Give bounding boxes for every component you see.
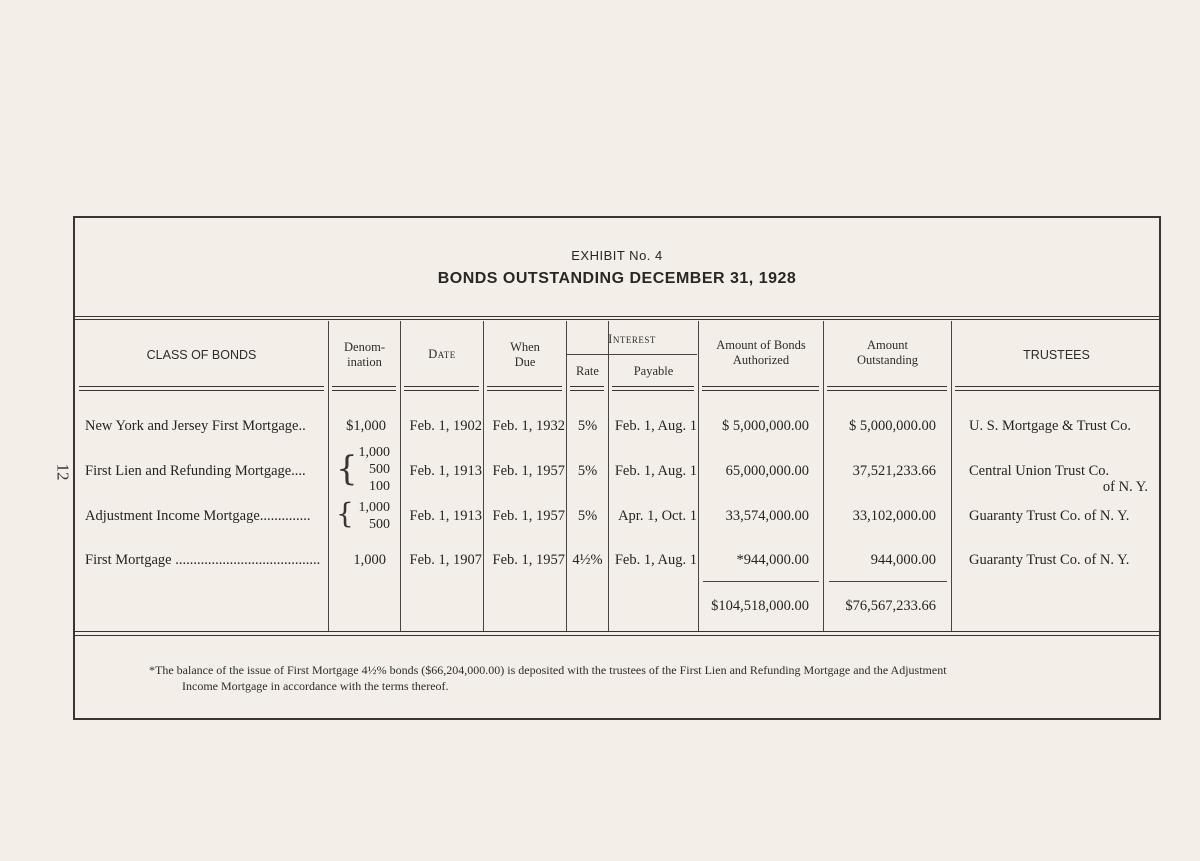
footnote-line2: Income Mortgage in accordance with the terms thereof. [182,679,449,693]
header-rule [404,386,479,391]
row-3-outstanding: 33,102,000.00 [852,508,936,524]
header-authorized [699,338,823,368]
row-1-due: Feb. 1, 1932 [492,418,565,434]
interest-header-rule [567,354,697,355]
header-rate: Rate [576,364,599,378]
row-2-authorized: 65,000,000.00 [725,463,809,479]
header-class-of-bonds: CLASS OF BONDS [146,348,257,362]
row-4-due: Feb. 1, 1957 [492,552,565,568]
header-rule [487,386,562,391]
header-rule [570,386,604,391]
header-denomination [329,340,400,370]
title-double-rule [75,319,1159,320]
row-3-payable: Apr. 1, Oct. 1 [618,508,697,524]
row-1-outstanding: $ 5,000,000.00 [849,418,936,434]
row-3-denominations [345,499,390,533]
row-3-due: Feb. 1, 1957 [492,508,565,524]
left-brace-icon: { [336,497,354,530]
row-3-rate: 5% [577,508,598,524]
row-3-class: Adjustment Income Mortgage.............. [85,508,311,524]
header-rule [612,386,694,391]
header-denomination-line2: ination [347,355,382,369]
row-2-trustee-line2: of N. Y. [1102,479,1148,495]
row-2-denomination-100: 100 [369,479,390,494]
total-authorized: $104,518,000.00 [711,598,809,614]
column-divider [951,321,952,631]
row-1-authorized: $ 5,000,000.00 [722,418,809,434]
row-1-date: Feb. 1, 1902 [409,418,482,434]
row-4-authorized: *944,000.00 [736,552,809,568]
exhibit-number: EXHIBIT No. 4 [571,248,663,263]
header-when-due-line2: Due [514,355,536,369]
header-date: Date [428,347,456,361]
header-payable: Payable [633,364,674,378]
header-denomination-line1: Denom- [344,340,385,354]
header-rule [827,386,947,391]
page-title: BONDS OUTSTANDING DECEMBER 31, 1928 [437,270,797,287]
header-authorized-line2: Authorized [732,353,790,367]
header-when-due [484,340,566,370]
header-when-due-line1: When [510,340,540,354]
header-rule [955,386,1159,391]
total-rule-outstanding [829,581,947,582]
row-1-denomination: $1,000 [346,418,386,434]
row-4-payable: Feb. 1, Aug. 1 [614,552,697,568]
row-2-outstanding: 37,521,233.66 [852,463,936,479]
row-2-payable: Feb. 1, Aug. 1 [614,463,697,479]
row-1-rate: 5% [577,418,598,434]
header-outstanding-line2: Outstanding [856,353,919,367]
row-1-trustee: U. S. Mortgage & Trust Co. [969,418,1131,434]
total-rule-authorized [703,581,819,582]
row-2-rate: 5% [577,463,598,479]
total-outstanding: $76,567,233.66 [845,598,936,614]
header-interest: Interest [608,332,656,346]
row-2-class: First Lien and Refunding Mortgage.... [85,463,306,479]
row-2-due: Feb. 1, 1957 [492,463,565,479]
row-2-trustee-line1: Central Union Trust Co. [969,463,1110,479]
exhibit-table [73,216,1161,720]
header-authorized-line1: Amount of Bonds [716,338,806,352]
row-3-denomination-1000: 1,000 [358,500,390,515]
row-3-trustee: Guaranty Trust Co. of N. Y. [969,508,1130,524]
row-2-denominations [345,444,390,495]
header-outstanding [824,338,951,368]
row-4-denomination: 1,000 [353,552,386,568]
row-2-denomination-500: 500 [369,462,390,477]
row-4-class: First Mortgage ........................................ [85,552,321,568]
left-brace-icon: { [336,449,358,489]
row-4-rate: 4½% [572,552,603,568]
header-trustees: TRUSTEES [1023,348,1090,362]
header-outstanding-line1: Amount [867,338,908,352]
header-rule [79,386,324,391]
title-block [75,218,1159,317]
page-number: 12 [53,463,73,481]
row-2-date: Feb. 1, 1913 [409,463,482,479]
row-3-authorized: 33,574,000.00 [725,508,809,524]
header-rule [702,386,819,391]
row-1-class: New York and Jersey First Mortgage.. [85,418,306,434]
footnote-line1: *The balance of the issue of First Mortgage 4½% bonds ($66,204,000.00) is deposited with the trustees of the First Lien and Refunding Mortgage and the Adjustment [149,663,947,677]
row-4-outstanding: 944,000.00 [870,552,936,568]
row-4-trustee: Guaranty Trust Co. of N. Y. [969,552,1130,568]
row-3-denomination-500: 500 [369,517,390,532]
row-2-denomination-1000: 1,000 [358,445,390,460]
footnote [149,662,1109,694]
row-1-payable: Feb. 1, Aug. 1 [614,418,697,434]
row-3-date: Feb. 1, 1913 [409,508,482,524]
header-rule [332,386,396,391]
row-4-date: Feb. 1, 1907 [409,552,482,568]
footer-double-rule [75,631,1159,636]
